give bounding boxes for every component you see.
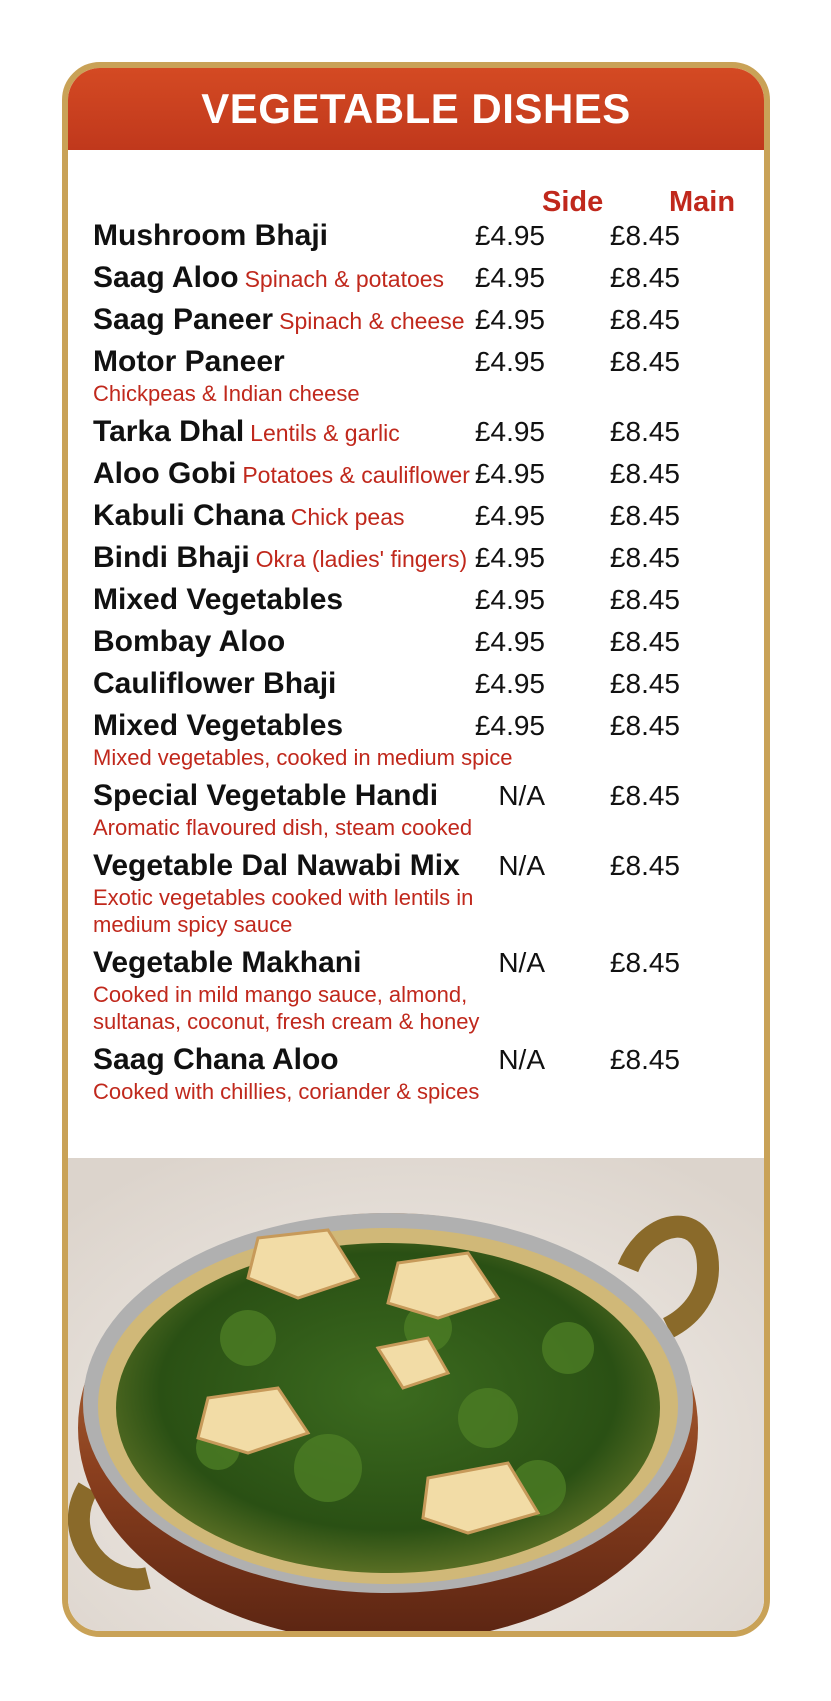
menu-item [93, 1042, 748, 1105]
item-name: Vegetable Dal Nawabi Mix [93, 849, 460, 882]
item-price-side: £4.95 [474, 262, 545, 293]
item-name: Saag Chana Aloo [93, 1043, 339, 1076]
item-price-main: £8.45 [609, 458, 680, 489]
menu-item [93, 344, 748, 407]
item-name: Mixed Vegetables [93, 709, 344, 742]
column-header-side: Side [542, 186, 604, 218]
menu-item [93, 778, 748, 841]
item-name: Kabuli Chana [93, 499, 285, 532]
item-description: Lentils & garlic [250, 420, 400, 446]
menu-item [93, 456, 748, 493]
item-price-side: £4.95 [474, 710, 545, 741]
menu-item [93, 582, 748, 618]
item-description: Chick peas [290, 504, 405, 530]
item-name: Mushroom Bhaji [93, 219, 329, 252]
menu-item [93, 624, 748, 660]
item-price-main: £8.45 [609, 584, 680, 615]
item-description: Cooked with chillies, coriander & spices [93, 1079, 480, 1104]
item-price-main: £8.45 [609, 947, 680, 978]
item-price-main: £8.45 [609, 1044, 680, 1075]
menu-item [93, 666, 748, 702]
item-name: Aloo Gobi [93, 457, 237, 490]
item-price-main: £8.45 [609, 304, 680, 335]
menu-item [93, 708, 748, 771]
item-name: Motor Paneer [93, 345, 285, 378]
item-price-main: £8.45 [609, 262, 680, 293]
menu-card [62, 62, 770, 1637]
item-description: Exotic vegetables cooked with lentils in medium spicy sauce [93, 885, 474, 937]
item-price-side: £4.95 [474, 220, 545, 251]
item-price-main: £8.45 [609, 850, 680, 881]
item-price-side: £4.95 [474, 416, 545, 447]
item-name: Cauliflower Bhaji [93, 667, 337, 700]
menu-item [93, 218, 748, 254]
item-price-main: £8.45 [609, 626, 680, 657]
item-price-side: N/A [498, 1044, 545, 1075]
item-price-side: N/A [498, 947, 545, 978]
item-price-main: £8.45 [609, 668, 680, 699]
item-price-main: £8.45 [609, 220, 680, 251]
menu-item [93, 848, 748, 938]
item-name: Vegetable Makhani [93, 946, 362, 979]
item-price-side: £4.95 [474, 346, 545, 377]
item-name: Special Vegetable Handi [93, 779, 439, 812]
item-description: Potatoes & cauliflower [242, 462, 470, 488]
menu-title: VEGETABLE DISHES [201, 85, 631, 132]
menu-item [93, 498, 748, 535]
item-price-side: £4.95 [474, 584, 545, 615]
item-name: Mixed Vegetables [93, 583, 344, 616]
item-price-main: £8.45 [609, 780, 680, 811]
item-price-main: £8.45 [609, 542, 680, 573]
menu-item [93, 414, 748, 451]
item-price-main: £8.45 [609, 346, 680, 377]
menu-header [68, 68, 764, 150]
item-price-main: £8.45 [609, 500, 680, 531]
item-price-side: N/A [498, 850, 545, 881]
item-price-side: £4.95 [474, 626, 545, 657]
item-description: Aromatic flavoured dish, steam cooked [93, 815, 473, 840]
menu-item [93, 302, 748, 339]
item-price-side: £4.95 [474, 500, 545, 531]
item-price-side: £4.95 [474, 304, 545, 335]
item-description: Spinach & potatoes [244, 266, 445, 292]
item-name: Tarka Dhal [93, 415, 245, 448]
item-name: Saag Paneer [93, 303, 274, 336]
item-price-side: £4.95 [474, 542, 545, 573]
item-price-side: £4.95 [474, 668, 545, 699]
menu-item [93, 260, 748, 297]
item-description: Mixed vegetables, cooked in medium spice [93, 745, 513, 770]
item-description: Okra (ladies' fingers) [255, 546, 468, 572]
item-description: Spinach & cheese [279, 308, 465, 334]
item-price-main: £8.45 [609, 416, 680, 447]
item-description: Cooked in mild mango sauce, almond, sultanas, coconut, fresh cream & honey [93, 982, 480, 1034]
item-name: Bindi Bhaji [93, 541, 250, 574]
item-price-side: £4.95 [474, 458, 545, 489]
menu-item [93, 945, 748, 1035]
column-header-main: Main [669, 186, 736, 218]
item-description: Chickpeas & Indian cheese [93, 381, 360, 406]
item-name: Saag Aloo [93, 261, 239, 294]
item-price-side: N/A [498, 780, 545, 811]
item-price-main: £8.45 [609, 710, 680, 741]
item-name: Bombay Aloo [93, 625, 286, 658]
menu-item [93, 540, 748, 577]
saag-paneer-bowl-image [68, 1158, 764, 1637]
